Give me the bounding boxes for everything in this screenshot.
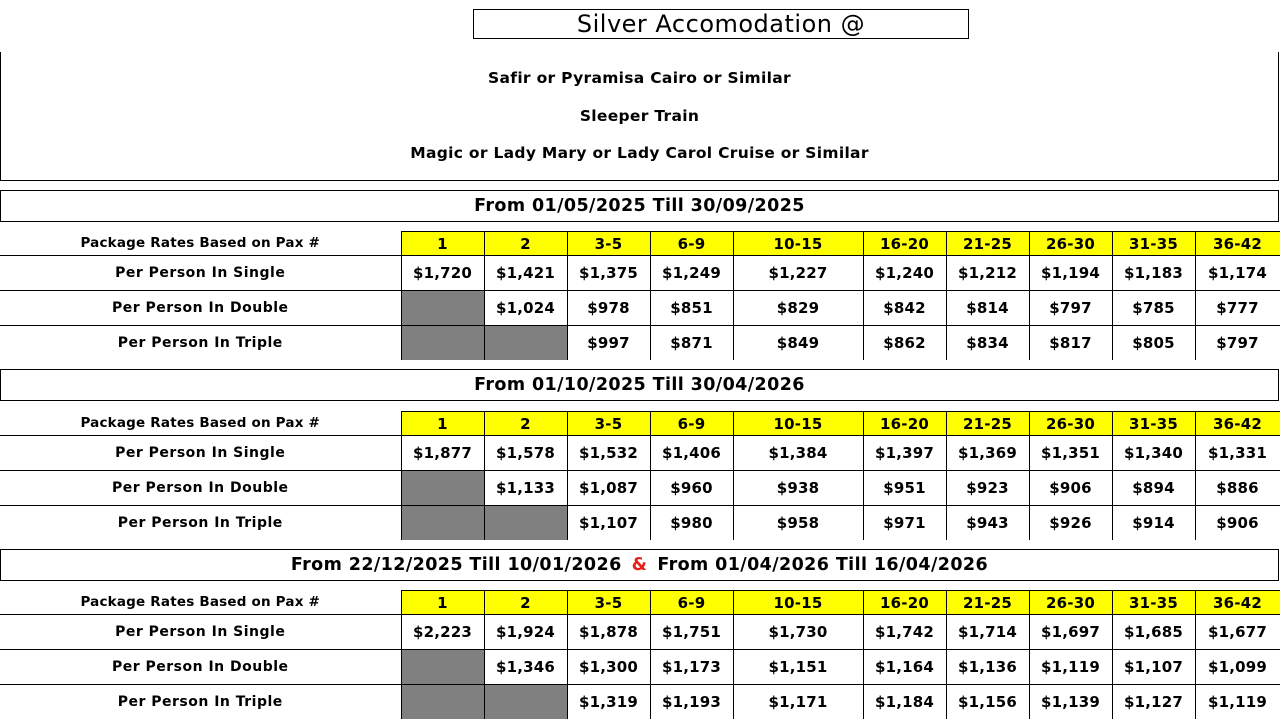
table-row	[0, 471, 1280, 506]
price-cell: $978	[567, 291, 650, 326]
pax-column-header: 1	[401, 232, 484, 256]
room-type-label: Per Person In Triple	[0, 685, 401, 720]
page-title: Silver Accomodation @	[473, 9, 969, 39]
table-row	[0, 436, 1280, 471]
price-cell: $1,156	[946, 685, 1029, 720]
price-cell: $1,406	[650, 436, 733, 471]
price-cell: $1,384	[733, 436, 863, 471]
price-cell: $1,421	[484, 256, 567, 291]
price-cell: $1,193	[650, 685, 733, 720]
price-cell: $851	[650, 291, 733, 326]
hotel-cairo: Safir or Pyramisa Cairo or Similar	[488, 69, 791, 87]
pax-column-header: 21-25	[946, 412, 1029, 436]
unavailable-cell	[401, 685, 484, 720]
price-cell: $1,173	[650, 650, 733, 685]
pax-column-header: 26-30	[1029, 232, 1112, 256]
price-cell: $1,107	[567, 506, 650, 541]
table-row	[0, 506, 1280, 541]
pax-column-header: 26-30	[1029, 412, 1112, 436]
pax-column-header: 1	[401, 412, 484, 436]
rates-table-3	[0, 590, 1280, 719]
accommodation-info	[0, 52, 1279, 181]
header-row	[0, 591, 1280, 615]
price-cell: $1,924	[484, 615, 567, 650]
price-cell: $1,346	[484, 650, 567, 685]
price-cell: $943	[946, 506, 1029, 541]
price-cell: $894	[1112, 471, 1195, 506]
pax-column-header: 3-5	[567, 412, 650, 436]
period-title-1: From 01/05/2025 Till 30/09/2025	[0, 190, 1279, 222]
pax-column-header: 10-15	[733, 412, 863, 436]
pax-column-header: 2	[484, 591, 567, 615]
room-type-label: Per Person In Triple	[0, 326, 401, 361]
period-title-3-ampersand: &	[631, 555, 648, 575]
sleeper-train: Sleeper Train	[579, 107, 700, 125]
rates-table-2	[0, 411, 1280, 540]
header-label: Package Rates Based on Pax #	[0, 591, 401, 615]
pax-column-header: 6-9	[650, 232, 733, 256]
unavailable-cell	[484, 326, 567, 361]
room-type-label: Per Person In Double	[0, 471, 401, 506]
header-label: Package Rates Based on Pax #	[0, 412, 401, 436]
price-cell: $914	[1112, 506, 1195, 541]
price-cell: $1,751	[650, 615, 733, 650]
pax-column-header: 2	[484, 412, 567, 436]
pax-column-header: 6-9	[650, 412, 733, 436]
price-cell: $906	[1195, 506, 1280, 541]
pax-column-header: 3-5	[567, 591, 650, 615]
price-cell: $1,532	[567, 436, 650, 471]
price-cell: $1,720	[401, 256, 484, 291]
price-cell: $951	[863, 471, 946, 506]
table-row	[0, 291, 1280, 326]
pax-column-header: 6-9	[650, 591, 733, 615]
price-cell: $871	[650, 326, 733, 361]
unavailable-cell	[484, 506, 567, 541]
price-cell: $1,685	[1112, 615, 1195, 650]
period-title-3-part2: From 01/04/2026 Till 16/04/2026	[657, 555, 989, 575]
price-cell: $829	[733, 291, 863, 326]
pax-column-header: 36-42	[1195, 412, 1280, 436]
price-cell: $1,099	[1195, 650, 1280, 685]
price-cell: $1,375	[567, 256, 650, 291]
price-cell: $923	[946, 471, 1029, 506]
room-type-label: Per Person In Single	[0, 436, 401, 471]
price-cell: $1,319	[567, 685, 650, 720]
pax-column-header: 2	[484, 232, 567, 256]
room-type-label: Per Person In Double	[0, 291, 401, 326]
price-cell: $1,331	[1195, 436, 1280, 471]
price-cell: $958	[733, 506, 863, 541]
price-cell: $1,087	[567, 471, 650, 506]
price-cell: $971	[863, 506, 946, 541]
price-cell: $1,171	[733, 685, 863, 720]
pax-column-header: 3-5	[567, 232, 650, 256]
pax-column-header: 31-35	[1112, 232, 1195, 256]
price-cell: $1,212	[946, 256, 1029, 291]
pax-column-header: 16-20	[863, 232, 946, 256]
table-row	[0, 650, 1280, 685]
header-row	[0, 412, 1280, 436]
price-cell: $1,119	[1029, 650, 1112, 685]
room-type-label: Per Person In Double	[0, 650, 401, 685]
unavailable-cell	[484, 685, 567, 720]
price-cell: $1,127	[1112, 685, 1195, 720]
unavailable-cell	[401, 291, 484, 326]
price-cell: $1,136	[946, 650, 1029, 685]
price-cell: $805	[1112, 326, 1195, 361]
price-cell: $1,697	[1029, 615, 1112, 650]
nile-cruise: Magic or Lady Mary or Lady Carol Cruise or Similar	[410, 144, 869, 162]
price-cell: $1,139	[1029, 685, 1112, 720]
price-cell: $1,730	[733, 615, 863, 650]
rates-table-1	[0, 231, 1280, 360]
price-cell: $1,164	[863, 650, 946, 685]
price-cell: $1,351	[1029, 436, 1112, 471]
price-cell: $1,184	[863, 685, 946, 720]
price-cell: $1,369	[946, 436, 1029, 471]
pax-column-header: 10-15	[733, 232, 863, 256]
price-cell: $960	[650, 471, 733, 506]
unavailable-cell	[401, 471, 484, 506]
price-cell: $1,107	[1112, 650, 1195, 685]
room-type-label: Per Person In Single	[0, 256, 401, 291]
table-row	[0, 685, 1280, 720]
price-cell: $817	[1029, 326, 1112, 361]
pax-column-header: 36-42	[1195, 591, 1280, 615]
price-cell: $1,714	[946, 615, 1029, 650]
price-cell: $1,194	[1029, 256, 1112, 291]
pax-column-header: 31-35	[1112, 412, 1195, 436]
price-cell: $1,677	[1195, 615, 1280, 650]
unavailable-cell	[401, 650, 484, 685]
price-cell: $1,878	[567, 615, 650, 650]
price-cell: $785	[1112, 291, 1195, 326]
price-cell: $997	[567, 326, 650, 361]
pax-column-header: 36-42	[1195, 232, 1280, 256]
price-cell: $2,223	[401, 615, 484, 650]
price-cell: $906	[1029, 471, 1112, 506]
table-row	[0, 615, 1280, 650]
price-cell: $777	[1195, 291, 1280, 326]
price-cell: $1,024	[484, 291, 567, 326]
table-row	[0, 256, 1280, 291]
pax-column-header: 16-20	[863, 591, 946, 615]
unavailable-cell	[401, 326, 484, 361]
period-title-2: From 01/10/2025 Till 30/04/2026	[0, 369, 1279, 401]
pax-column-header: 26-30	[1029, 591, 1112, 615]
price-cell: $1,249	[650, 256, 733, 291]
price-cell: $1,183	[1112, 256, 1195, 291]
price-cell: $834	[946, 326, 1029, 361]
price-cell: $1,119	[1195, 685, 1280, 720]
price-cell: $1,240	[863, 256, 946, 291]
price-cell: $1,133	[484, 471, 567, 506]
price-cell: $1,151	[733, 650, 863, 685]
room-type-label: Per Person In Single	[0, 615, 401, 650]
unavailable-cell	[401, 506, 484, 541]
price-cell: $849	[733, 326, 863, 361]
pax-column-header: 21-25	[946, 591, 1029, 615]
price-cell: $926	[1029, 506, 1112, 541]
pax-column-header: 10-15	[733, 591, 863, 615]
period-title-3-part1: From 22/12/2025 Till 10/01/2026	[290, 555, 622, 575]
room-type-label: Per Person In Triple	[0, 506, 401, 541]
pax-column-header: 21-25	[946, 232, 1029, 256]
price-cell: $1,340	[1112, 436, 1195, 471]
price-cell: $797	[1195, 326, 1280, 361]
pax-column-header: 1	[401, 591, 484, 615]
period-title-3	[0, 549, 1279, 581]
price-cell: $1,397	[863, 436, 946, 471]
price-cell: $1,227	[733, 256, 863, 291]
price-cell: $1,578	[484, 436, 567, 471]
price-cell: $1,300	[567, 650, 650, 685]
price-cell: $797	[1029, 291, 1112, 326]
price-cell: $1,877	[401, 436, 484, 471]
header-label: Package Rates Based on Pax #	[0, 232, 401, 256]
pax-column-header: 31-35	[1112, 591, 1195, 615]
price-cell: $814	[946, 291, 1029, 326]
price-cell: $862	[863, 326, 946, 361]
table-row	[0, 326, 1280, 361]
price-cell: $1,174	[1195, 256, 1280, 291]
price-cell: $842	[863, 291, 946, 326]
price-cell: $980	[650, 506, 733, 541]
price-cell: $938	[733, 471, 863, 506]
price-cell: $886	[1195, 471, 1280, 506]
price-cell: $1,742	[863, 615, 946, 650]
header-row	[0, 232, 1280, 256]
pax-column-header: 16-20	[863, 412, 946, 436]
